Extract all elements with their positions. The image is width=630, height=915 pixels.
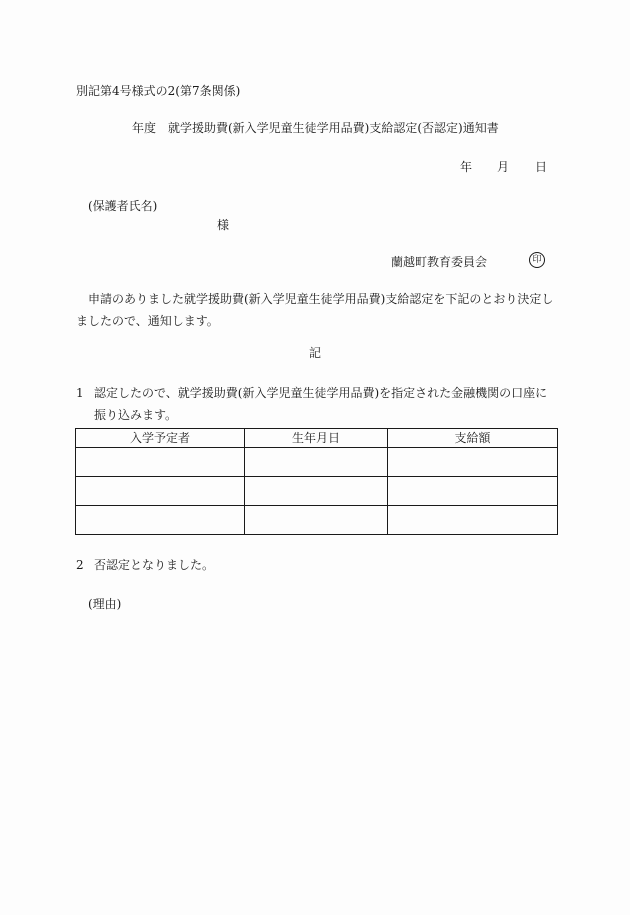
birthdate-cell[interactable] xyxy=(245,448,388,477)
enrollee-cell[interactable] xyxy=(76,506,245,535)
enrollee-cell[interactable] xyxy=(76,477,245,506)
date-year: 年 xyxy=(460,160,473,174)
seal-mark: 印 xyxy=(529,252,545,268)
reason-label: (理由) xyxy=(88,597,122,611)
grant-table xyxy=(75,428,558,535)
item-2-text: 否認定となりました。 xyxy=(94,558,215,572)
amount-cell[interactable] xyxy=(388,477,558,506)
item-1-number: 1 xyxy=(76,386,84,400)
header-amount: 支給額 xyxy=(388,429,558,448)
table-header-row xyxy=(76,429,558,448)
date-month: 月 xyxy=(497,160,510,174)
item-1 xyxy=(76,382,558,426)
document-title: 年度 就学援助費(新入学児童生徒学用品費)支給認定(否認定)通知書 xyxy=(132,121,499,135)
birthdate-cell[interactable] xyxy=(245,506,388,535)
form-number: 別記第4号様式の2(第7条関係) xyxy=(76,84,241,98)
enrollee-cell[interactable] xyxy=(76,448,245,477)
notification-body: 申請のありました就学援助費(新入学児童生徒学用品費)支給認定を下記のとおり決定しましたので、通知します。 xyxy=(76,292,554,328)
amount-cell[interactable] xyxy=(388,448,558,477)
table-row xyxy=(76,448,558,477)
issuer-name: 蘭越町教育委員会 xyxy=(391,255,488,269)
date-line xyxy=(460,160,547,174)
ki-heading: 記 xyxy=(309,346,322,360)
header-birthdate: 生年月日 xyxy=(245,429,388,448)
header-enrollee: 入学予定者 xyxy=(76,429,245,448)
guardian-label: (保護者氏名) xyxy=(88,199,158,213)
item-1-text: 認定したので、就学援助費(新入学児童生徒学用品費)を指定された金融機関の口座に振り込みます。 xyxy=(94,386,548,422)
amount-cell[interactable] xyxy=(388,506,558,535)
honorific: 様 xyxy=(217,218,230,232)
date-day: 日 xyxy=(535,160,548,174)
item-2 xyxy=(76,558,214,572)
table-row xyxy=(76,477,558,506)
birthdate-cell[interactable] xyxy=(245,477,388,506)
item-2-number: 2 xyxy=(76,558,84,572)
table-row xyxy=(76,506,558,535)
